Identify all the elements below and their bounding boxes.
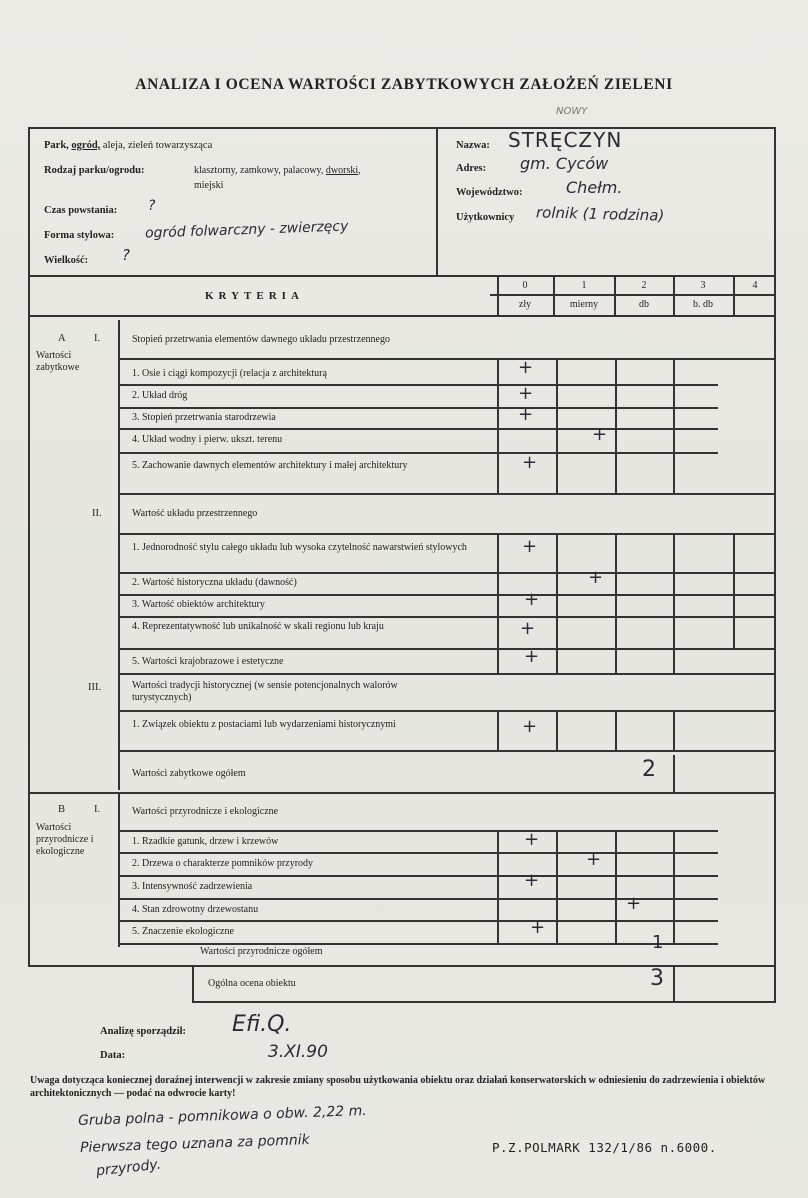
header-bottom (28, 315, 776, 317)
row-line (118, 648, 776, 650)
a-total-value: 2 (642, 757, 656, 782)
grid-v-a2-2 (615, 533, 617, 673)
grid-v-b-3 (673, 830, 675, 945)
analysis-value: Efi.Q. (232, 1012, 292, 1037)
group3-roman: III. (88, 682, 102, 693)
col-divider-a (118, 320, 120, 790)
group2-title: Wartość układu przestrzennego (132, 508, 258, 519)
a2-item: 4. Reprezentatywność lub unikalność w skali regionu lub kraju (132, 621, 384, 632)
forma-value: ogród folwarczny - zwierzęcy (144, 218, 349, 242)
overall-label: Ogólna ocena obiektu (208, 978, 296, 989)
section-a-roman: I. (94, 333, 101, 344)
b-item: 5. Znaczenie ekologiczne (132, 926, 234, 937)
date-value: 3.XI.90 (268, 1042, 328, 1062)
row-line (118, 616, 776, 618)
grid-v-a1-2 (615, 358, 617, 493)
group1-title: Stopień przetrwania elementów dawnego układu przestrzennego (132, 334, 390, 345)
mark-a2-2: + (588, 567, 604, 588)
scale-label-2: db (639, 299, 649, 310)
uzyt-value: rolnik (1 rodzina) (535, 203, 665, 225)
grid-v-atotal (673, 755, 675, 792)
woj-label: Województwo: (456, 187, 523, 198)
handwritten-line-3: przyrody. (95, 1156, 162, 1180)
row-line (118, 943, 718, 945)
grid-v-a2-1 (556, 533, 558, 673)
a1-item: 2. Układ dróg (132, 390, 188, 401)
b-group-title: Wartości przyrodnicze i ekologiczne (132, 806, 279, 817)
row-line (118, 407, 718, 409)
adres-label: Adres: (456, 163, 487, 174)
scale-num-3: 3 (700, 280, 706, 291)
overall-divider (673, 965, 675, 1003)
row-line (118, 358, 776, 360)
b-item: 1. Rzadkie gatunk, drzew i krzewów (132, 836, 279, 847)
grid-v-a2-3 (673, 533, 675, 673)
section-b-roman: I. (94, 804, 101, 815)
row-line (118, 493, 776, 495)
grid-v-b-2 (615, 830, 617, 945)
grid-v-a2-0 (497, 533, 499, 673)
col-divider-b (118, 792, 120, 947)
czas-label: Czas powstania: (44, 205, 118, 216)
mark-b-4: + (626, 893, 642, 914)
footer-note: Uwaga dotycząca koniecznej doraźnej interwencji w zakresie zmiany sposobu użytkowania obiektu oraz działań konserwatorskich w odniesieniu do zadrzewienia i obiektów architektonicznych — podać na odwrocie karty! (30, 1075, 766, 1099)
grid-v-a3-1 (556, 710, 558, 750)
grid-v-a1-3 (673, 358, 675, 493)
section-b-letter: B (58, 804, 66, 815)
header-divider (436, 127, 438, 277)
scale-num-1: 1 (581, 280, 587, 291)
b-total-label: Wartości przyrodnicze ogółem (200, 946, 323, 957)
a1-item: 1. Osie i ciągi kompozycji (relacja z architekturą (132, 368, 327, 379)
mark-a2-3: + (524, 589, 540, 610)
mark-a3-1: + (522, 716, 538, 737)
b-item: 3. Intensywność zadrzewienia (132, 881, 253, 892)
printer-code: P.Z.POLMARK 132/1/86 n.6000. (492, 1140, 717, 1155)
rodzaj-label: Rodzaj parku/ogrodu: (44, 165, 145, 176)
mark-b-1: + (524, 829, 540, 850)
date-label: Data: (100, 1050, 126, 1061)
row-line (118, 852, 718, 854)
row-line (118, 750, 776, 752)
a1-item: 4. Układ wodny i pierw. ukszt. terenu (132, 434, 283, 445)
grid-v-a3-0 (497, 710, 499, 750)
col-divider-0 (497, 277, 499, 315)
row-line (118, 384, 718, 386)
col-divider-1 (553, 277, 555, 315)
grid-v-a3-2 (615, 710, 617, 750)
overall-value: 3 (650, 966, 664, 991)
uzyt-label: Użytkownicy (456, 212, 515, 223)
section-b-name: Wartości przyrodnicze i ekologiczne (36, 822, 94, 857)
a2-item: 1. Jednorodność stylu całego układu lub wysoka czytelność nawarstwień stylowych (132, 542, 467, 553)
mark-b-5: + (530, 917, 546, 938)
scale-num-2: 2 (641, 280, 647, 291)
wielkosc-value: ? (122, 246, 130, 264)
grid-v-a1-1 (556, 358, 558, 493)
forma-label: Forma stylowa: (44, 230, 115, 241)
b-total-value: 1 (652, 932, 664, 953)
mark-a2-5: + (524, 646, 540, 667)
nazwa-value: STRĘCZYN (508, 128, 623, 152)
row-line (118, 673, 776, 675)
grid-v-b-0 (497, 830, 499, 945)
row-line (118, 533, 776, 535)
handwritten-line-1: Gruba polna - pomnikowa o obw. 2,22 m. (77, 1102, 367, 1130)
group2-roman: II. (92, 508, 102, 519)
czas-value: ? (148, 198, 156, 214)
group3-title: Wartości tradycji historycznej (w sensie potencjonalnych walorów turystycznych) (132, 680, 398, 703)
row-line (118, 594, 776, 596)
grid-v-a3-3 (673, 710, 675, 750)
mark-a2-1: + (522, 536, 538, 557)
mark-b-2: + (586, 849, 602, 870)
type-line: Park, ogród, aleja, zieleń towarzysząca (44, 140, 213, 151)
analysis-label: Analizę sporządził: (100, 1026, 187, 1037)
section-a-name: Wartości zabytkowe (36, 350, 80, 373)
a2-item: 3. Wartość obiektów architektury (132, 599, 265, 610)
grid-v-b-1 (556, 830, 558, 945)
b-item: 2. Drzewa o charakterze pomników przyrody (132, 858, 314, 869)
row-line (118, 920, 718, 922)
rodzaj-value: klasztorny, zamkowy, palacowy, dworski, (194, 165, 361, 176)
a1-item: 3. Stopień przetrwania starodrzewia (132, 412, 276, 423)
a3-item: 1. Związek obiektu z postaciami lub wydarzeniami historycznymi (132, 719, 396, 730)
row-line (118, 572, 776, 574)
b-item: 4. Stan zdrowotny drzewostanu (132, 904, 259, 915)
scale-divider (490, 294, 774, 296)
woj-value: Chełm. (566, 178, 623, 197)
mark-a1-5: + (522, 452, 538, 473)
section-divider (28, 792, 776, 794)
grid-v-a2-4 (733, 533, 735, 648)
row-line (118, 452, 718, 454)
a-total-label: Wartości zabytkowe ogółem (132, 768, 246, 779)
a2-item: 5. Wartości krajobrazowe i estetyczne (132, 656, 284, 667)
row-line (118, 875, 718, 877)
adres-value: gm. Cyców (520, 154, 609, 173)
a2-item: 2. Wartość historyczna układu (dawność) (132, 577, 297, 588)
form-title: ANALIZA I OCENA WARTOŚCI ZABYTKOWYCH ZAŁOŻEŃ ZIELENI (135, 76, 673, 93)
a1-item: 5. Zachowanie dawnych elementów architektury i małej architektury (132, 460, 408, 471)
scale-label-1: mierny (569, 299, 599, 310)
wielkosc-label: Wielkość: (44, 255, 89, 266)
section-a-letter: A (58, 333, 66, 344)
scale-num-0: 0 (522, 280, 528, 291)
row-line (118, 428, 718, 430)
criteria-heading: KRYTERIA (205, 290, 304, 302)
mark-a1-3: + (518, 404, 534, 425)
rodzaj-value-2: miejski (194, 180, 224, 191)
mark-a1-1: + (518, 357, 534, 378)
mark-b-3: + (524, 870, 540, 891)
row-line (118, 830, 718, 832)
scale-label-0: zły (518, 299, 532, 310)
row-line (118, 710, 776, 712)
scale-label-3: b. db (693, 299, 713, 310)
handwritten-line-2: Pierwsza tego uznana za pomnik (79, 1131, 310, 1157)
grid-v-a1-0 (497, 358, 499, 493)
nazwa-label: Nazwa: (456, 140, 490, 151)
scale-num-4: 4 (752, 280, 758, 291)
mark-a1-2: + (518, 383, 534, 404)
mark-a2-4: + (520, 618, 536, 639)
mark-a1-4: + (592, 424, 608, 445)
nazwa-note: NOWY (556, 106, 588, 117)
